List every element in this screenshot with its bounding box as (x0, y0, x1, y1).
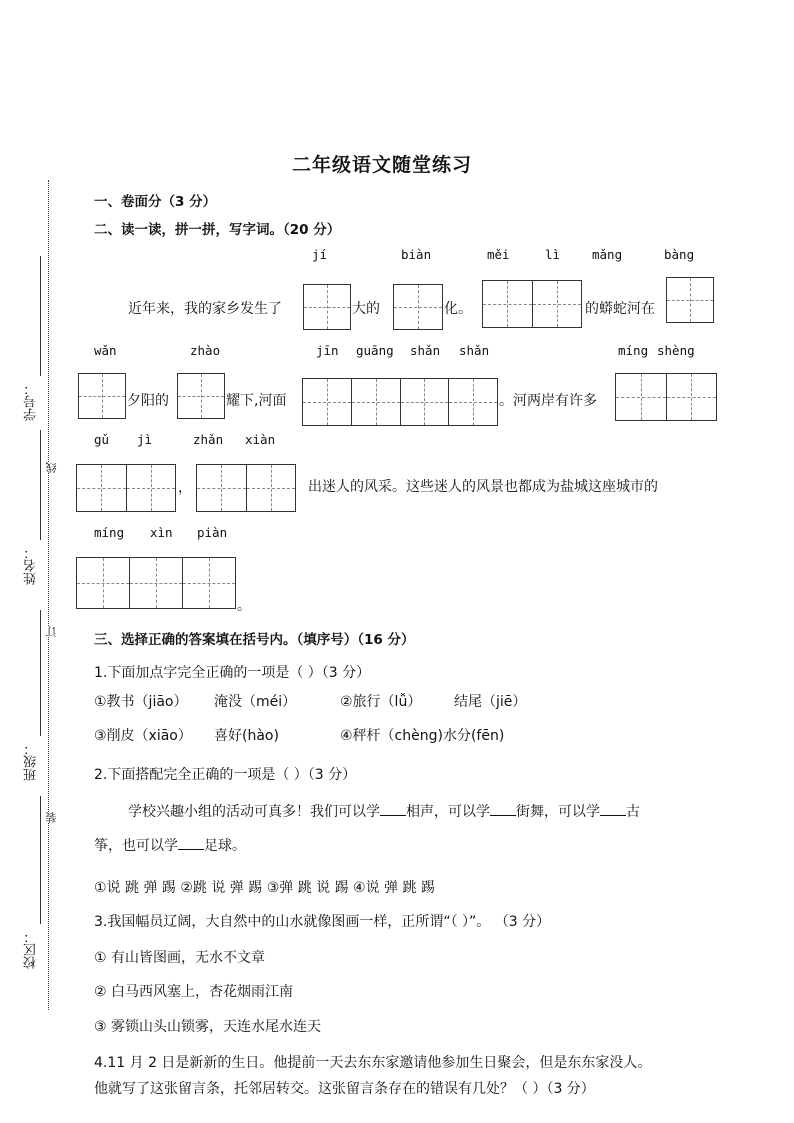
page-title: 二年级语文随堂练习 (292, 154, 473, 176)
writing-grid[interactable] (393, 284, 443, 330)
passage-text: 夕阳的 (127, 393, 169, 409)
student-number-line (40, 256, 41, 376)
pinyin: shǎn (410, 343, 441, 358)
pinyin: guāng (356, 343, 394, 358)
passage-text: 近年来，我的家乡发生了 (128, 301, 282, 317)
passage-text: ， (178, 480, 192, 496)
passage-text: 出迷人的风采。这些迷人的风景也都成为盐城这座城市的 (308, 479, 658, 495)
pinyin: zhào (190, 343, 221, 358)
option: ①教书（jiāo） (94, 694, 188, 710)
question-2-options: ①说 跳 弹 踢 ②跳 说 弹 踢 ③弹 跳 说 踢 ④说 弹 跳 踢 (94, 880, 435, 896)
writing-grid[interactable] (76, 464, 176, 512)
option: 淹没（méi） (214, 694, 297, 710)
question-2-stem: 2.下面搭配完全正确的一项是（ ）（3 分） (94, 767, 357, 783)
binding-dotted-line (48, 180, 49, 1010)
name-label: 姓名： (24, 546, 39, 585)
option: ③ 雾锁山头山锁雾，天连水尾水连天 (94, 1019, 322, 1035)
pinyin: zhǎn (193, 432, 224, 447)
campus-line (40, 796, 41, 924)
class-label: 班级： (24, 742, 39, 781)
writing-grid[interactable] (76, 557, 236, 609)
passage-text: 大的 (352, 301, 380, 317)
writing-grid[interactable] (177, 373, 225, 419)
pinyin: shǎn (459, 343, 490, 358)
writing-grid[interactable] (303, 284, 351, 330)
question-3-stem: 3.我国幅员辽阔，大自然中的山水就像图画一样，正所谓“（ ）”。 （3 分） (94, 914, 551, 930)
option: ② 白马西风塞上，杏花烟雨江南 (94, 984, 294, 1000)
pinyin: měi (487, 247, 510, 262)
pinyin: míng (94, 525, 125, 540)
pinyin: xiàn (245, 432, 276, 447)
pinyin: bàng (664, 247, 695, 262)
pinyin: lì (545, 247, 561, 262)
binding-word: 订 (45, 626, 58, 637)
pinyin: biàn (401, 247, 432, 262)
option: 喜好(hào) (214, 728, 279, 744)
class-line (40, 610, 41, 736)
pinyin: wǎn (94, 343, 117, 358)
binding-word: 线 (45, 462, 58, 473)
passage-text: 化。 (444, 301, 472, 317)
writing-grid[interactable] (78, 373, 126, 419)
pinyin: mǎng (592, 247, 623, 262)
campus-label: 校区： (24, 930, 39, 969)
question-4-text: 他就写了这张留言条，托邻居转交。这张留言条存在的错误有几处？（ ）（3 分） (94, 1081, 595, 1097)
name-line (40, 430, 41, 540)
writing-grid[interactable] (482, 280, 582, 328)
option: ②旅行（lǚ） (340, 694, 422, 710)
question-4-text: 4.11 月 2 日是新新的生日。他提前一天去东东家邀请他参加生日聚会，但是东东家没人。 (94, 1055, 652, 1071)
option: 结尾（jiē） (454, 694, 527, 710)
section-2-heading: 二、读一读，拼一拼，写字词。（20 分） (94, 222, 341, 238)
question-1-stem: 1.下面加点字完全正确的一项是（ ）（3 分） (94, 665, 371, 681)
student-number-label: 学号： (24, 382, 39, 421)
passage-text: 耀下,河面 (226, 393, 287, 409)
pinyin: piàn (197, 525, 228, 540)
pinyin: jí (312, 247, 328, 262)
pinyin: jīn (316, 343, 339, 358)
option: ① 有山皆图画，无水不文章 (94, 950, 266, 966)
pinyin: míng (618, 343, 649, 358)
answer-blank[interactable] (600, 801, 626, 816)
writing-grid[interactable] (615, 373, 717, 421)
writing-grid[interactable] (302, 378, 498, 426)
writing-grid[interactable] (196, 464, 296, 512)
passage-text: 。 (237, 598, 251, 614)
pinyin: jì (137, 432, 153, 447)
option: ④秤杆（chèng)水分(fēn) (340, 728, 505, 744)
binding-word: 装 (45, 812, 58, 823)
writing-grid[interactable] (666, 277, 714, 323)
answer-blank[interactable] (178, 835, 204, 850)
question-2-passage: 筝，也可以学 足球。 (94, 835, 246, 855)
answer-blank[interactable] (490, 801, 516, 816)
pinyin: gǔ (94, 432, 110, 447)
question-2-passage: 学校兴趣小组的活动可真多！我们可以学 相声，可以学 街舞，可以学 古 (128, 801, 640, 821)
section-3-heading: 三、选择正确的答案填在括号内。（填序号）（16 分） (94, 632, 415, 648)
passage-text: 的蟒蛇河在 (585, 301, 655, 317)
section-1-heading: 一、卷面分（3 分） (94, 194, 217, 210)
answer-blank[interactable] (380, 801, 406, 816)
pinyin: shèng (657, 343, 695, 358)
pinyin: xìn (150, 525, 173, 540)
passage-text: 。河两岸有许多 (499, 393, 597, 409)
option: ③削皮（xiāo） (94, 728, 192, 744)
